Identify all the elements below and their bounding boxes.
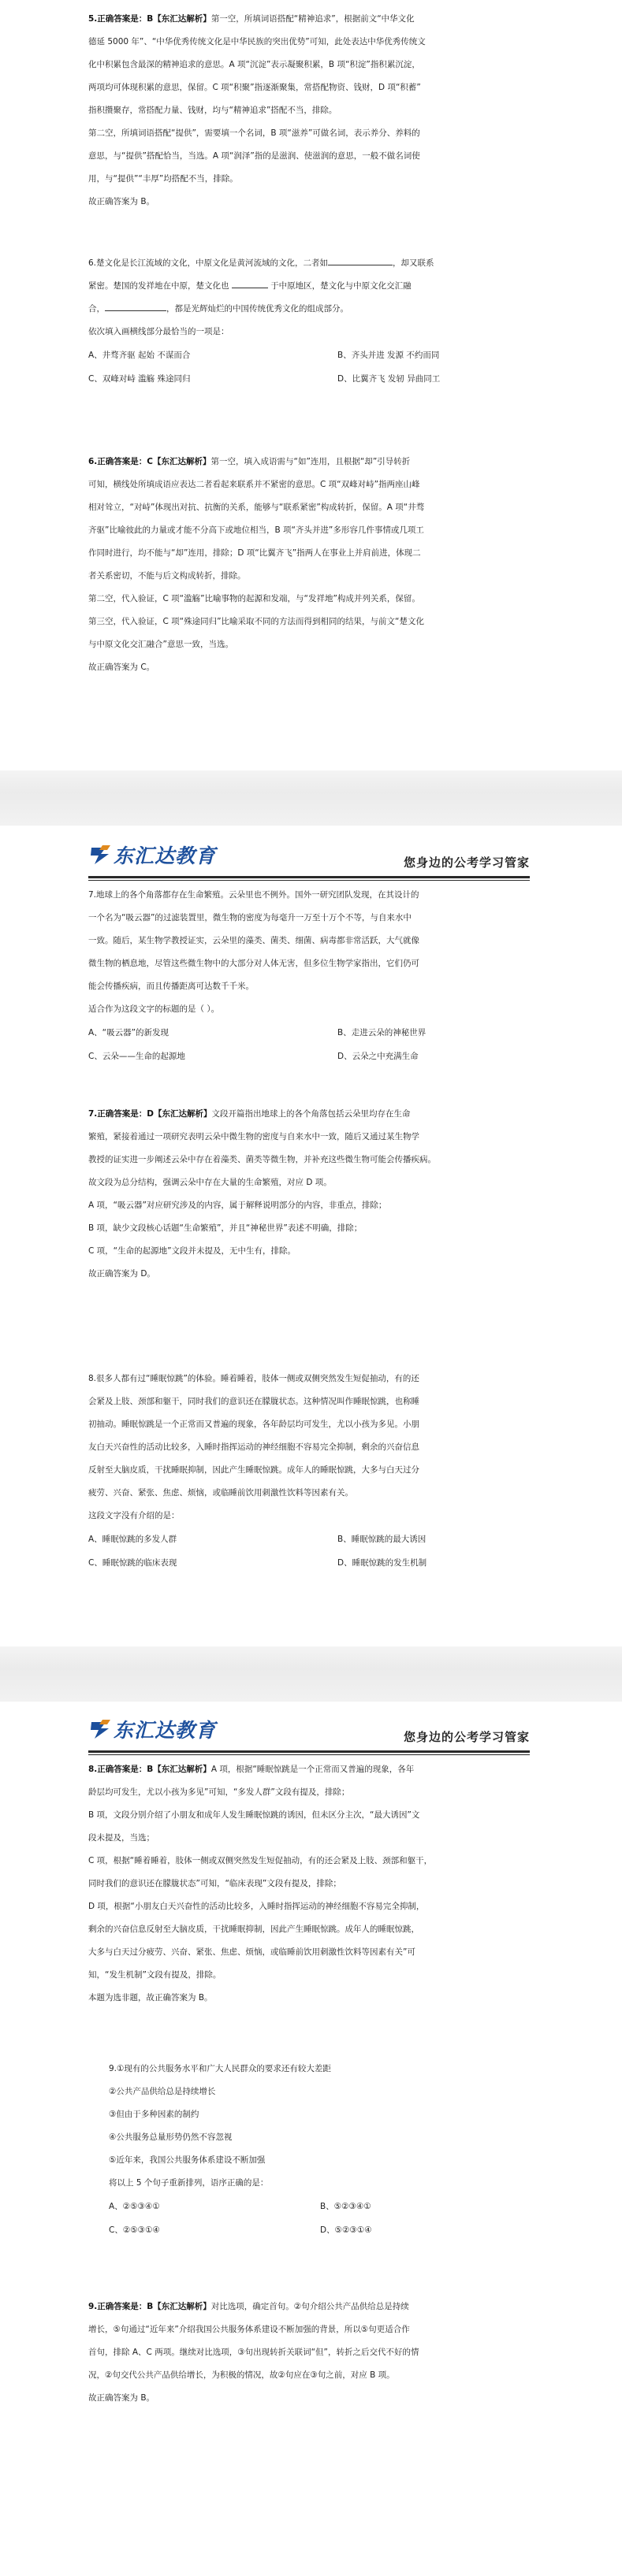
- text-line: 教授的证实进一步阐述云朵中存在着藻类、菌类等微生物，并补充这些微生物可能会传播疾病。: [88, 1155, 436, 1164]
- question-7: [88, 884, 538, 1068]
- question-prompt: 这段文字没有介绍的是：: [88, 1511, 180, 1520]
- text-line: 相对耸立，“对峙”体现出对抗、抗衡的关系，能够与“联系紧密”构成转折，保留。A 项“井骛: [88, 503, 425, 512]
- text-line: 意思，与“提供”搭配恰当，当选。A 项“润泽”指的是滋润、使滋润的意思，一般不做名词使: [88, 151, 420, 161]
- option-list: [88, 1021, 538, 1068]
- question-prompt: 依次填入画横线部分最恰当的一项是：: [88, 327, 229, 336]
- page-1: [0, 0, 622, 770]
- text-line: B 项，文段分别介绍了小朋友和成年人发生睡眠惊跳的诱因，但未区分主次，“最大诱因”文: [88, 1810, 420, 1820]
- text-line: 疲劳、兴奋、紧张、焦虑、烦恼，或临睡前饮用刺激性饮料等因素有关。: [88, 1488, 353, 1498]
- option-c: C、云朵——生命的起源地: [88, 1052, 185, 1061]
- text-line: 故正确答案为 D。: [88, 1269, 155, 1279]
- question-9: [109, 2058, 519, 2242]
- text-line: 微生物的栖息地，尽管这些微生物中的大部分对人体无害，但多位生物学家指出，它们仍可: [88, 959, 419, 968]
- text-line: 故正确答案为 B。: [88, 197, 155, 206]
- answer-label: 7.正确答案是：: [88, 1109, 147, 1119]
- answer-8: [88, 1758, 538, 2010]
- fill-blank: [232, 279, 268, 288]
- text-span: 对比选项，确定首句。②句介绍公共产品供给总是持续: [210, 2302, 409, 2311]
- option-b: B、睡眠惊跳的最大诱因: [337, 1535, 426, 1544]
- text-span: ，却又联系: [393, 258, 434, 268]
- logo-text: 东汇达教育: [114, 1719, 217, 1742]
- text-line: 7.地球上的各个角落都存在生命繁殖。云朵里也不例外。国外一研究团队发现，在其设计的: [88, 890, 419, 900]
- answer-label: 6.正确答案是：: [88, 457, 147, 466]
- text-span: ，都是光辉灿烂的中国传统优秀文化的组成部分。: [166, 304, 348, 314]
- logo-text: 东汇达教育: [114, 844, 217, 867]
- text-line: 两项均可体现积累的意思，保留。C 项“积聚”指逐渐聚集，常搭配物资、钱财，D 项“积蓄”: [88, 83, 421, 92]
- analysis-tag: B【东汇达解析】: [147, 2302, 211, 2311]
- page-3: [0, 1702, 622, 2576]
- option-d: D、睡眠惊跳的发生机制: [337, 1558, 427, 1568]
- option-list: [88, 1527, 538, 1575]
- page-gap: [0, 770, 622, 826]
- page-header: [88, 1711, 530, 1757]
- answer-label: 5.正确答案是：: [88, 14, 147, 24]
- text-span: 第一空，填入成语需与“如”连用，且根据“却”引导转折: [210, 457, 411, 466]
- header-rule: [88, 876, 530, 878]
- text-line: 齐驱”比喻彼此的力量或才能不分高下或地位相当，B 项“齐头并进”多形容几件事情或几项工: [88, 525, 424, 535]
- logo-icon: [88, 843, 112, 867]
- text-span: 文段开篇指出地球上的各个角落包括云朵里均存在生命: [211, 1109, 411, 1119]
- page-header: [88, 837, 530, 882]
- text-span: A 项，根据“睡眠惊跳是一个正常而又普遍的现象，各年: [210, 1765, 415, 1774]
- page-2: [0, 826, 622, 1646]
- header-rule-thin: [88, 880, 530, 881]
- analysis-tag: B【东汇达解析】: [147, 1765, 211, 1774]
- question-6: [88, 252, 538, 391]
- text-line: 用，与“提供”“丰厚”均搭配不当，排除。: [88, 174, 238, 184]
- fill-blank: [105, 302, 166, 311]
- text-line: 指积攒聚存，常搭配力量、钱财，均与“精神追求”搭配不当，排除。: [88, 106, 337, 115]
- header-rule: [88, 1750, 530, 1753]
- text-line: C 项，根据“睡着睡着，肢体一侧或双侧突然发生短促抽动，有的还会紧及上肢、颈部和躯干，: [88, 1856, 433, 1865]
- option-a: A、睡眠惊跳的多发人群: [88, 1535, 177, 1544]
- text-line: 与中原文化交汇融合”意思一致，当选。: [88, 640, 233, 649]
- option-a: A、“吸云器”的新发现: [88, 1028, 169, 1037]
- text-line: 初抽动。睡眠惊跳是一个正常而又普遍的现象，各年龄层均可发生，尤以小孩为多见。小朋: [88, 1420, 419, 1429]
- text-line: 一致。随后，某生物学教授证实，云朵里的藻类、菌类、细菌、病毒都非常活跃，大气就像: [88, 936, 419, 945]
- page-gap: [0, 1646, 622, 1702]
- option-b: B、⑤②③④①: [320, 2202, 371, 2211]
- text-line: 故正确答案为 B。: [88, 2393, 155, 2403]
- question-prompt: 将以上 5 个句子重新排列，语序正确的是：: [109, 2178, 269, 2188]
- answer-label: 8.正确答案是：: [88, 1765, 147, 1774]
- text-line: 8.很多人都有过“睡眠惊跳”的体验。睡着睡着，肢体一侧或双侧突然发生短促抽动，有的还: [88, 1374, 419, 1383]
- option-list: [109, 2195, 519, 2242]
- answer-label: 9.正确答案是：: [88, 2302, 147, 2311]
- header-rule-thin: [88, 1754, 530, 1755]
- brand-logo: [88, 1716, 216, 1743]
- analysis-tag: D【东汇达解析】: [147, 1109, 212, 1119]
- text-line: 繁殖，紧接着通过一项研究表明云朵中微生物的密度与自来水中一致，随后又通过某生物学: [88, 1132, 419, 1141]
- analysis-tag: C【东汇达解析】: [147, 457, 211, 466]
- text-line: 龄层均可发生，尤以小孩为多见”可知，“多发人群”文段有提及，排除；: [88, 1787, 350, 1797]
- option-d: D、云朵之中充满生命: [337, 1052, 419, 1061]
- option-d: D、比翼齐飞 发轫 异曲同工: [337, 374, 441, 384]
- option-list: [88, 343, 538, 391]
- text-line: 一个名为“吸云器”的过滤装置里，微生物的密度为每毫升一万至十万个不等，与自来水中: [88, 913, 412, 922]
- question-prompt: 适合作为这段文字的标题的是（ ）。: [88, 1004, 220, 1014]
- sentence-item: ③但由于多种因素的制约: [109, 2110, 199, 2119]
- text-line: 知，“发生机制”文段有提及，排除。: [88, 1970, 222, 1980]
- text-line: 可知，横线处所填成语应表达二者看起来联系并不紧密的意思。C 项“双峰对峙”指两座山峰: [88, 480, 420, 489]
- text-line: 反射至大脑皮质，干扰睡眠抑制，因此产生睡眠惊跳。成年人的睡眠惊跳，大多与白天过分: [88, 1465, 419, 1475]
- text-span: 紧密。楚国的发祥地在中原，楚文化也: [88, 281, 229, 291]
- option-c: C、睡眠惊跳的临床表现: [88, 1558, 177, 1568]
- text-line: 化中积累包含最深的精神追求的意思。A 项“沉淀”表示凝聚积累，B 项“积淀”指积累沉淀，: [88, 60, 420, 69]
- text-line: 第三空，代入验证，C 项“殊途同归”比喻采取不同的方法而得到相同的结果，与前文“楚文化: [88, 617, 424, 626]
- text-line: 作同时进行，均不能与“却”连用，排除；D 项“比翼齐飞”指两人在事业上并肩前进，体现二: [88, 548, 421, 558]
- text-line: 剩余的兴奋信息反射至大脑皮质，干扰睡眠抑制，因此产生睡眠惊跳。成年人的睡眠惊跳，: [88, 1925, 419, 1934]
- answer-5: [88, 8, 538, 213]
- option-a: A、②⑤③④①: [109, 2202, 160, 2211]
- sentence-item: ②公共产品供给总是持续增长: [109, 2087, 216, 2096]
- option-a: A、井骛齐驱 起始 不谋而合: [88, 351, 191, 360]
- text-line: 首句，排除 A、C 两项。继续对比选项，③句出现转折关联词“但”，转折之后交代不好的情: [88, 2348, 419, 2357]
- fill-blank: [328, 256, 393, 265]
- text-line: 友白天兴奋性的活动比较多，入睡时指挥运动的神经细胞不容易完全抑制，剩余的兴奋信息: [88, 1442, 419, 1452]
- analysis-tag: B【东汇达解析】: [147, 14, 211, 24]
- text-span: 合，: [88, 304, 105, 314]
- sentence-item: 9.①现有的公共服务水平和广大人民群众的要求还有较大差距: [109, 2064, 331, 2073]
- sentence-item: ⑤近年来，我国公共服务体系建设不断加强: [109, 2155, 266, 2165]
- answer-6: [88, 451, 538, 679]
- text-line: 况，②句交代公共产品供给增长，为积极的情况，故②句应在③句之前，对应 B 项。: [88, 2370, 395, 2380]
- option-c: C、②⑤③①④: [109, 2225, 160, 2235]
- header-slogan: 您身边的公考学习管家: [403, 856, 530, 870]
- text-span: 于中原地区，楚文化与中原文化交汇融: [270, 281, 412, 291]
- text-line: 大多与白天过分疲劳、兴奋、紧张、焦虑、烦恼，或临睡前饮用刺激性饮料等因素有关”可: [88, 1947, 415, 1957]
- answer-9: [88, 2296, 538, 2410]
- text-line: 会紧及上肢、颈部和躯干，同时我们的意识还在朦胧状态。这种情况叫作睡眠惊跳，也称睡: [88, 1397, 419, 1406]
- text-line: 增长，⑤句通过“近年来”介绍我国公共服务体系建设不断加强的背景，所以⑤句更适合作: [88, 2325, 410, 2334]
- text-line: 段未提及，当选；: [88, 1833, 155, 1843]
- text-line: 德延 5000 年”、“中华优秀传统文化是中华民族的突出优势”可知，此处表达中华优秀传统文: [88, 37, 426, 46]
- option-b: B、走进云朵的神秘世界: [337, 1028, 426, 1037]
- text-line: 者关系密切，不能与后文构成转折，排除。: [88, 571, 246, 581]
- text-line: 第二空，所填词语搭配“提供”，需要填一个名词，B 项“滋养”可做名词，表示养分、养料的: [88, 128, 420, 138]
- text-line: 故正确答案为 C。: [88, 663, 155, 672]
- option-c: C、双峰对峙 滥觞 殊途同归: [88, 374, 191, 384]
- text-line: B 项，缺少文段核心话题“生命繁殖”，并且“神秘世界”表述不明确，排除；: [88, 1223, 363, 1233]
- text-line: 故文段为总分结构，强调云朵中存在大量的生命繁殖，对应 D 项。: [88, 1178, 332, 1187]
- option-b: B、齐头并进 发源 不约而同: [337, 351, 440, 360]
- text-line: A 项，“吸云器”对应研究涉及的内容，属于解释说明部分的内容，非重点，排除；: [88, 1201, 387, 1210]
- text-line: 第二空，代入验证，C 项“滥觞”比喻事物的起源和发端，与“发祥地”构成并列关系，保留。: [88, 594, 420, 603]
- text-line: 同时我们的意识还在朦胧状态”可知，“临床表现”文段有提及，排除；: [88, 1879, 341, 1888]
- option-d: D、⑤②③①④: [320, 2225, 372, 2235]
- text-line: 第一空，所填词语搭配“精神追求”，根据前文“中华文化: [210, 14, 415, 24]
- text-line: C 项，“生命的起源地”文段并未提及，无中生有，排除。: [88, 1246, 296, 1256]
- header-slogan: 您身边的公考学习管家: [403, 1730, 530, 1744]
- sentence-item: ④公共服务总量形势仍然不容忽视: [109, 2132, 233, 2142]
- answer-7: [88, 1103, 538, 1286]
- text-line: 本题为选非题，故正确答案为 B。: [88, 1993, 213, 2003]
- logo-icon: [88, 1717, 112, 1741]
- brand-logo: [88, 841, 216, 868]
- question-8: [88, 1368, 538, 1575]
- text-line: D 项，根据“小朋友白天兴奋性的活动比较多，入睡时指挥运动的神经细胞不容易完全抑制，: [88, 1902, 425, 1911]
- text-span: 6.楚文化是长江流域的文化，中原文化是黄河流域的文化，二者如: [88, 258, 329, 268]
- text-line: 能会传播疾病，而且传播距离可达数千千米。: [88, 982, 254, 991]
